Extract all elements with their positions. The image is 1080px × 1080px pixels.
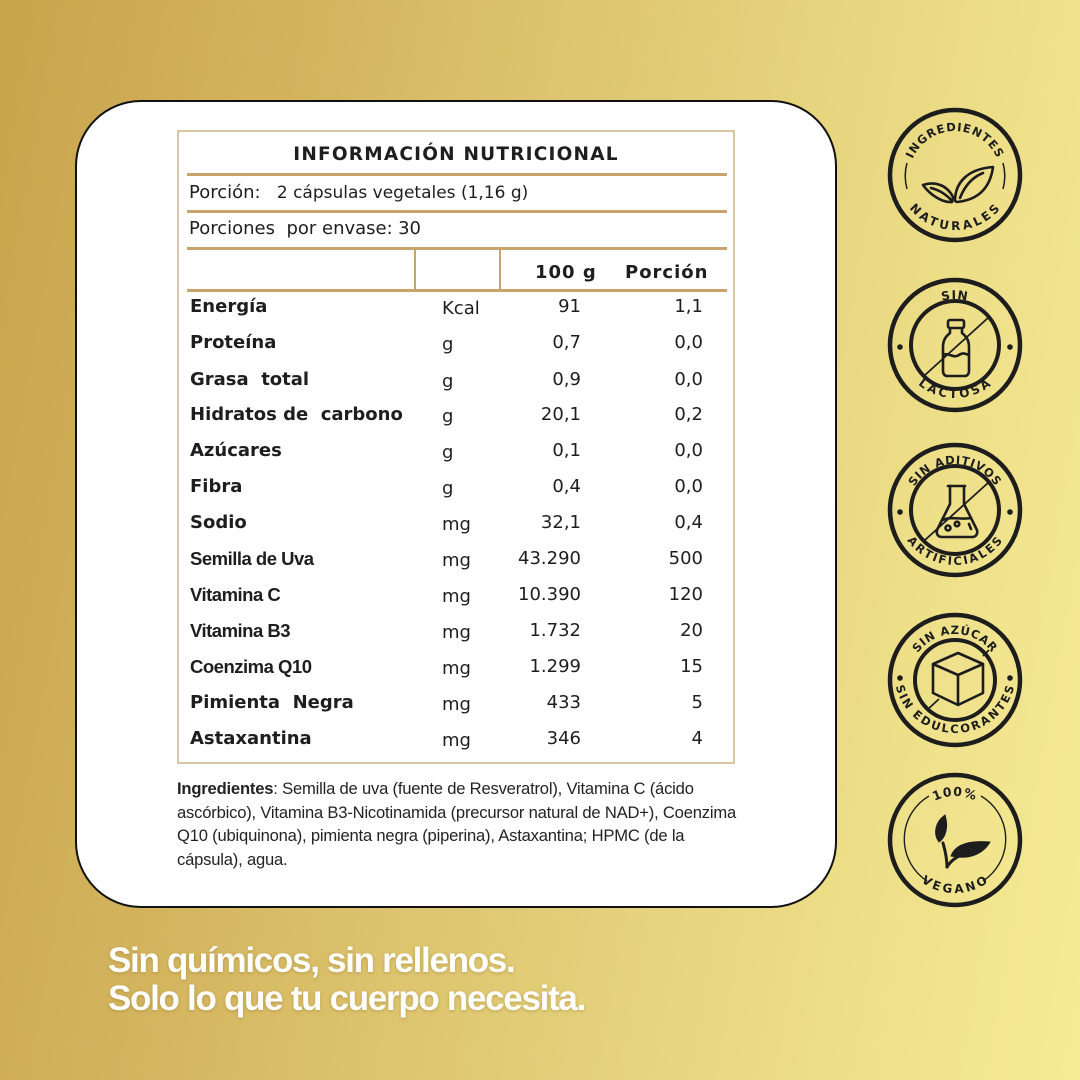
badge-seal xyxy=(885,770,1025,910)
svg-text:SIN EDULCORANTES: SIN EDULCORANTES xyxy=(892,683,1018,737)
nutrition-title: INFORMACIÓN NUTRICIONAL xyxy=(293,144,619,165)
table-row xyxy=(179,470,733,506)
column-divider xyxy=(414,250,416,292)
table-row xyxy=(179,290,733,326)
nutrient-name: Vitamina C xyxy=(190,584,281,605)
table-row xyxy=(179,326,733,362)
nutrient-name: Energía xyxy=(190,296,268,317)
svg-text:VEGANO: VEGANO xyxy=(919,872,991,897)
badge-seal xyxy=(885,105,1025,245)
column-divider xyxy=(499,250,501,292)
table-row xyxy=(179,578,733,614)
nutrient-unit: mg xyxy=(442,586,471,607)
nutrient-name: Grasa total xyxy=(190,369,310,390)
table-row xyxy=(179,398,733,434)
serving-value: 2 cápsulas vegetales (1,16 g) xyxy=(276,183,529,203)
nutrient-unit: mg xyxy=(442,658,471,679)
nutrient-unit: Kcal xyxy=(442,298,480,319)
svg-text:SIN: SIN xyxy=(940,287,970,304)
nutrient-unit: g xyxy=(442,478,454,499)
svg-text:INGREDIENTES: INGREDIENTES xyxy=(902,119,1008,161)
milk-bottle-crossed-icon xyxy=(925,317,989,376)
nutrient-unit: mg xyxy=(442,550,471,571)
serving-size xyxy=(189,182,528,203)
value-per-100g: 0,4 xyxy=(552,476,581,497)
slogan-line-2: Solo lo que tu cuerpo necesita. xyxy=(108,979,586,1018)
ingredients-text xyxy=(177,777,747,871)
badge-seal xyxy=(885,440,1025,580)
value-per-100g: 10.390 xyxy=(518,584,581,605)
value-per-serving: 0,2 xyxy=(674,404,703,425)
value-per-serving: 15 xyxy=(680,656,703,677)
table-row xyxy=(179,686,733,722)
value-per-100g: 32,1 xyxy=(540,512,581,533)
svg-text:NATURALES: NATURALES xyxy=(906,200,1004,234)
table-row xyxy=(179,506,733,542)
ingredients-label: Ingredientes xyxy=(177,779,274,798)
svg-text:ARTIFICIALES: ARTIFICIALES xyxy=(904,533,1006,569)
nutrient-unit: g xyxy=(442,371,454,392)
table-rule xyxy=(187,210,727,213)
flask-crossed-icon xyxy=(925,482,989,540)
value-per-100g: 433 xyxy=(546,692,581,713)
value-per-100g: 91 xyxy=(558,296,581,317)
nutrient-name: Pimienta Negra xyxy=(190,692,354,713)
nutrient-unit: mg xyxy=(442,694,471,715)
ingredients-list: : Semilla de uva (fuente de Resveratrol), Vitamina C (ácido ascórbico), Vitamina B3-Nicotinamida (precursor natural de NAD+), Coenzima Q10 (ubiquinona), pimienta negra (piperina), Astaxantina; HPMC (de la cápsula), agua. xyxy=(177,779,736,869)
badge-lactose-free xyxy=(885,275,1025,415)
badge-seal xyxy=(885,275,1025,415)
svg-text:LACTOSA: LACTOSA xyxy=(916,375,994,402)
nutrient-name: Coenzima Q10 xyxy=(190,656,312,677)
badge-sugar-free xyxy=(885,610,1025,750)
value-per-100g: 43.290 xyxy=(518,548,581,569)
table-row xyxy=(179,650,733,686)
table-rule xyxy=(187,247,727,250)
table-row xyxy=(179,363,733,399)
nutrient-unit: g xyxy=(442,334,454,355)
nutrition-facts-table xyxy=(177,130,735,764)
svg-text:SIN AZÚCAR: SIN AZÚCAR xyxy=(909,622,1001,655)
badge-seal xyxy=(885,610,1025,750)
value-per-100g: 1.732 xyxy=(529,620,581,641)
nutrient-name: Semilla de Uva xyxy=(190,548,314,569)
nutrient-name: Azúcares xyxy=(190,440,282,461)
value-per-serving: 5 xyxy=(691,692,703,713)
table-row xyxy=(179,542,733,578)
servings-per-container-value: 30 xyxy=(398,218,421,239)
serving-label: Porción: xyxy=(189,182,261,203)
value-per-serving: 0,0 xyxy=(674,369,703,390)
badge-vegan xyxy=(885,770,1025,910)
servings-per-container xyxy=(189,218,421,239)
nutrient-unit: g xyxy=(442,406,454,427)
value-per-serving: 500 xyxy=(668,548,703,569)
servings-per-container-label: Porciones por envase: xyxy=(189,218,393,239)
value-per-100g: 1.299 xyxy=(529,656,581,677)
nutrient-unit: g xyxy=(442,442,454,463)
nutrient-unit: mg xyxy=(442,730,471,751)
value-per-100g: 20,1 xyxy=(540,404,581,425)
table-row xyxy=(179,614,733,650)
nutrient-name: Proteína xyxy=(190,332,277,353)
nutrient-name: Astaxantina xyxy=(190,728,312,749)
svg-text:SIN ADITIVOS: SIN ADITIVOS xyxy=(905,452,1005,489)
table-row xyxy=(179,722,733,758)
slogan xyxy=(108,942,585,1018)
value-per-100g: 346 xyxy=(546,728,581,749)
value-per-serving: 0,0 xyxy=(674,332,703,353)
value-per-serving: 1,1 xyxy=(674,296,703,317)
value-per-100g: 0,9 xyxy=(552,369,581,390)
nutrient-unit: mg xyxy=(442,622,471,643)
vegan-leaf-icon xyxy=(936,815,990,867)
sugar-cube-crossed-icon xyxy=(927,650,989,710)
value-per-100g: 0,7 xyxy=(552,332,581,353)
table-rule xyxy=(187,173,727,176)
column-header-100g: 100 g xyxy=(535,262,597,283)
badge-natural-ingredients xyxy=(885,105,1025,245)
value-per-serving: 0,0 xyxy=(674,440,703,461)
slogan-line-1: Sin químicos, sin rellenos. xyxy=(108,941,515,980)
svg-text:100%: 100% xyxy=(929,783,980,804)
value-per-serving: 0,4 xyxy=(674,512,703,533)
badge-no-artificial-additives xyxy=(885,440,1025,580)
leaves-icon xyxy=(923,167,993,202)
value-per-serving: 20 xyxy=(680,620,703,641)
nutrient-name: Fibra xyxy=(190,476,243,497)
value-per-serving: 4 xyxy=(691,728,703,749)
nutrient-name: Vitamina B3 xyxy=(190,620,291,641)
table-row xyxy=(179,434,733,470)
nutrient-unit: mg xyxy=(442,514,471,535)
value-per-serving: 0,0 xyxy=(674,476,703,497)
nutrient-name: Sodio xyxy=(190,512,247,533)
nutrient-name: Hidratos de carbono xyxy=(190,404,403,425)
value-per-serving: 120 xyxy=(668,584,703,605)
column-header-portion: Porción xyxy=(625,262,709,283)
value-per-100g: 0,1 xyxy=(552,440,581,461)
